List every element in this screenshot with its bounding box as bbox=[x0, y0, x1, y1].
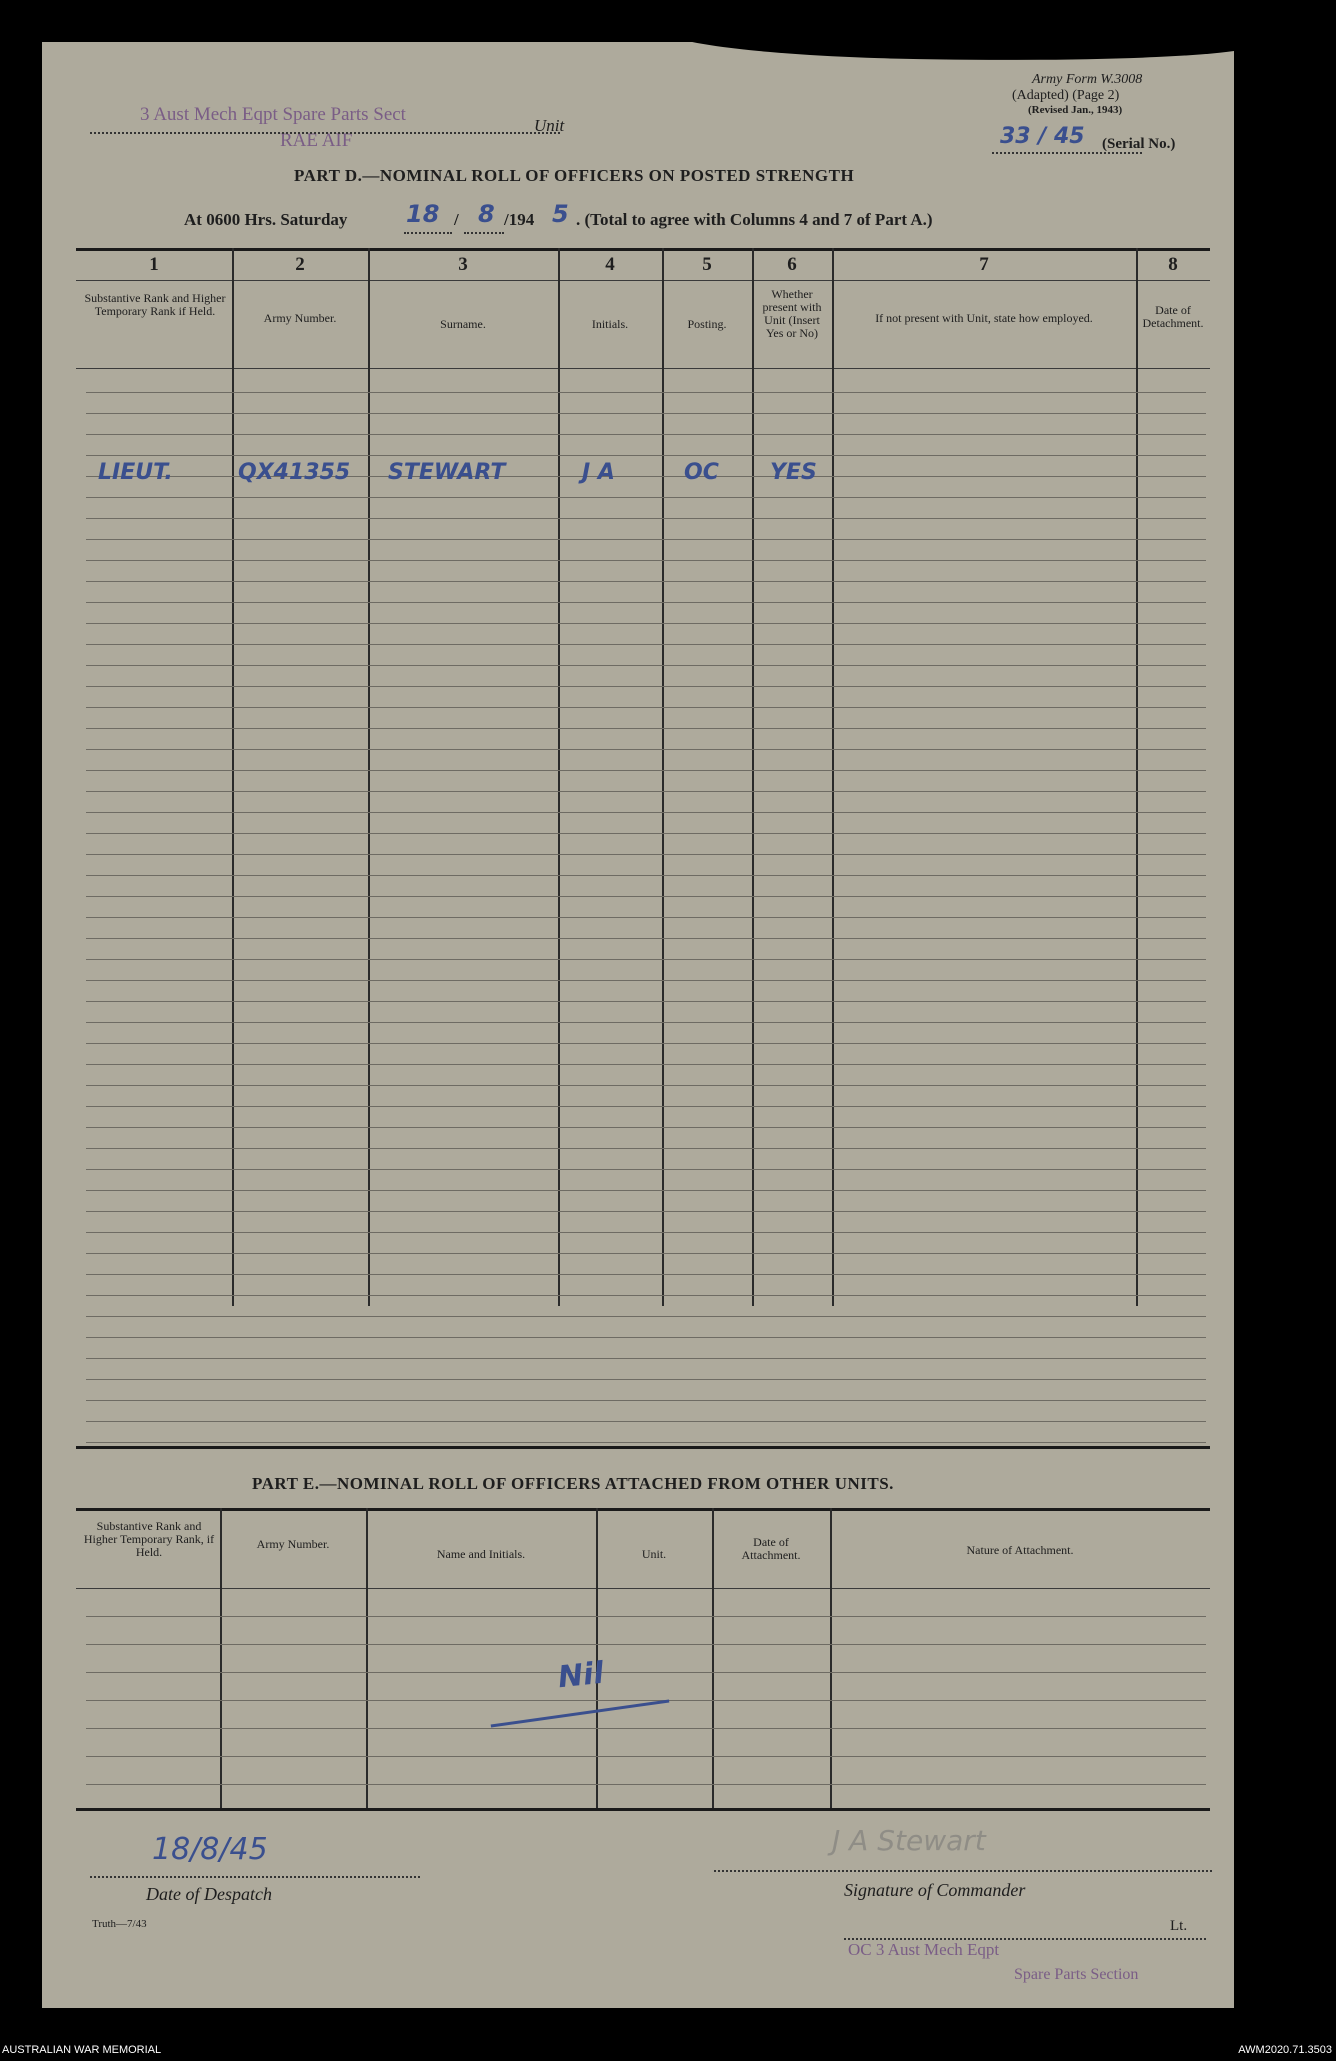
ruled-line bbox=[86, 1043, 1206, 1044]
date-year-digit: 5 bbox=[552, 200, 569, 228]
ruled-line bbox=[86, 1190, 1206, 1191]
unit-stamp-line2: RAE AIF bbox=[280, 130, 353, 151]
ruled-line bbox=[86, 1400, 1206, 1401]
ruled-line bbox=[86, 833, 1206, 834]
col-head-army-number: Army Number. bbox=[263, 311, 337, 325]
commander-stamp: OC 3 Aust Mech Eqpt bbox=[848, 1940, 1000, 1959]
ruled-line bbox=[86, 1064, 1206, 1065]
despatch-label: Date of Despatch bbox=[146, 1884, 272, 1904]
date-slash: / bbox=[454, 210, 459, 229]
ruled-line bbox=[86, 1106, 1206, 1107]
part-e-col-divider bbox=[712, 1508, 714, 1808]
ruled-line bbox=[86, 1756, 1206, 1757]
unit-dotline bbox=[90, 132, 560, 134]
ruled-line bbox=[86, 581, 1206, 582]
ruled-line bbox=[86, 1672, 1206, 1673]
ruled-line bbox=[86, 1211, 1206, 1212]
ruled-line bbox=[86, 1001, 1206, 1002]
ruled-line bbox=[86, 1644, 1206, 1645]
ruled-line bbox=[86, 602, 1206, 603]
part-e-title: PART E.—NOMINAL ROLL OF OFFICERS ATTACHED FROM OTHER UNITS. bbox=[252, 1474, 894, 1493]
ruled-line bbox=[86, 896, 1206, 897]
ruled-line bbox=[86, 854, 1206, 855]
ruled-line bbox=[86, 1616, 1206, 1617]
ruled-line bbox=[86, 560, 1206, 561]
part-e-head-nature: Nature of Attachment. bbox=[966, 1543, 1074, 1557]
part-e-col-divider bbox=[220, 1508, 222, 1808]
ruled-line bbox=[86, 644, 1206, 645]
ruled-line bbox=[86, 980, 1206, 981]
col-head-employed: If not present with Unit, state how employed. bbox=[875, 311, 1093, 325]
archive-credit-bar bbox=[0, 2040, 1336, 2061]
commander-signature: J A Stewart bbox=[832, 1824, 986, 1857]
entry-surname: STEWART bbox=[388, 460, 506, 485]
unit-label: Unit bbox=[534, 116, 565, 135]
army-form-label: Army Form W.3008 bbox=[1032, 72, 1143, 87]
credit-left: AUSTRALIAN WAR MEMORIAL bbox=[2, 2044, 162, 2056]
ruled-line bbox=[86, 497, 1206, 498]
serial-number-value: 33 / 45 bbox=[1000, 124, 1085, 149]
ruled-line bbox=[86, 1232, 1206, 1233]
part-e-head-rank: Substantive Rank and Higher Temporary Rank, if Held. bbox=[83, 1519, 215, 1559]
col-head-detachment: Date of Detachment. bbox=[1142, 303, 1204, 330]
ruled-line bbox=[86, 539, 1206, 540]
part-e-head-army-number: Army Number. bbox=[256, 1537, 330, 1551]
part-d-bottom-rule bbox=[76, 1446, 1210, 1449]
col-num-3: 3 bbox=[458, 254, 468, 275]
entry-posting: OC bbox=[684, 460, 719, 485]
ruled-line bbox=[86, 686, 1206, 687]
commander-stamp-line2: Spare Parts Section bbox=[1014, 1966, 1139, 1983]
ruled-line bbox=[86, 938, 1206, 939]
ruled-line bbox=[86, 749, 1206, 750]
unit-stamp: 3 Aust Mech Eqpt Spare Parts Sect bbox=[140, 104, 406, 125]
ruled-line bbox=[86, 623, 1206, 624]
ruled-line bbox=[86, 1379, 1206, 1380]
col-num-5: 5 bbox=[702, 254, 712, 275]
date-month-dotline bbox=[464, 232, 504, 234]
ruled-line bbox=[86, 1337, 1206, 1338]
part-e-head-unit: Unit. bbox=[641, 1547, 667, 1561]
ruled-line bbox=[86, 875, 1206, 876]
entry-present: YES bbox=[770, 460, 817, 485]
signature-label: Signature of Commander bbox=[844, 1880, 1026, 1900]
col-num-2: 2 bbox=[295, 254, 305, 275]
form-sheet bbox=[42, 42, 1234, 2008]
ruled-line bbox=[86, 812, 1206, 813]
col-head-rank: Substantive Rank and Higher Temporary Rank if Held. bbox=[84, 291, 226, 318]
ruled-line bbox=[86, 728, 1206, 729]
part-e-head-date: Date of Attachment. bbox=[741, 1535, 801, 1562]
despatch-date-value: 18/8/45 bbox=[152, 1832, 268, 1867]
signature-dotline bbox=[714, 1870, 1212, 1872]
entry-army-number: QX41355 bbox=[238, 460, 351, 485]
torn-edge bbox=[662, 42, 1234, 66]
col-num-8: 8 bbox=[1168, 254, 1178, 275]
col-head-present: Whether present with Unit (Insert Yes or No) bbox=[762, 287, 822, 340]
col-num-6: 6 bbox=[787, 254, 797, 275]
ruled-line bbox=[86, 770, 1206, 771]
col-num-1: 1 bbox=[149, 254, 159, 275]
part-e-bottom-rule bbox=[76, 1808, 1210, 1811]
ruled-line bbox=[86, 1358, 1206, 1359]
ruled-line bbox=[86, 413, 1206, 414]
ruled-line bbox=[86, 791, 1206, 792]
part-e-header-rule bbox=[76, 1588, 1210, 1589]
entry-initials: J A bbox=[582, 460, 615, 485]
part-e-top-rule bbox=[76, 1508, 1210, 1511]
ruled-line bbox=[86, 1442, 1206, 1443]
ruled-line bbox=[86, 1700, 1206, 1701]
ruled-line bbox=[86, 434, 1206, 435]
date-day-value: 18 bbox=[406, 200, 440, 228]
ruled-line bbox=[86, 455, 1206, 456]
despatch-dotline bbox=[90, 1876, 420, 1878]
ruled-line bbox=[86, 1421, 1206, 1422]
part-d-top-rule bbox=[76, 248, 1210, 251]
ruled-line bbox=[86, 707, 1206, 708]
ruled-line bbox=[86, 1085, 1206, 1086]
date-month-value: 8 bbox=[478, 200, 495, 228]
date-year-prefix: /194 bbox=[504, 210, 535, 229]
part-e-head-name: Name and Initials. bbox=[436, 1547, 526, 1561]
ruled-line bbox=[86, 1022, 1206, 1023]
part-d-header-rule bbox=[76, 368, 1210, 369]
ruled-line bbox=[86, 1169, 1206, 1170]
date-prefix: At 0600 Hrs. Saturday bbox=[184, 210, 348, 229]
nil-underline bbox=[491, 1699, 670, 1727]
ruled-line bbox=[86, 917, 1206, 918]
nil-entry: Nil bbox=[556, 1655, 606, 1696]
ruled-line bbox=[86, 1127, 1206, 1128]
credit-right: AWM2020.71.3503 bbox=[1238, 2044, 1332, 2056]
ruled-line bbox=[86, 392, 1206, 393]
col-num-4: 4 bbox=[605, 254, 615, 275]
col-head-initials: Initials. bbox=[591, 317, 629, 331]
revised-label: (Revised Jan., 1943) bbox=[1028, 104, 1123, 116]
ruled-line bbox=[86, 665, 1206, 666]
entry-rank: LIEUT. bbox=[98, 460, 173, 485]
part-d-title: PART D.—NOMINAL ROLL OF OFFICERS ON POSTED STRENGTH bbox=[294, 166, 855, 185]
ruled-line bbox=[86, 1253, 1206, 1254]
ruled-line bbox=[86, 1295, 1206, 1296]
date-suffix: . (Total to agree with Columns 4 and 7 of Part A.) bbox=[576, 210, 933, 229]
date-day-dotline bbox=[404, 232, 452, 234]
col-head-posting: Posting. bbox=[687, 317, 727, 331]
rank-suffix: Lt. bbox=[1170, 1918, 1188, 1934]
ruled-line bbox=[86, 1274, 1206, 1275]
ruled-line bbox=[86, 1784, 1206, 1785]
ruled-line bbox=[86, 959, 1206, 960]
adapted-label: (Adapted) (Page 2) bbox=[1012, 88, 1120, 103]
serial-label: (Serial No.) bbox=[1102, 136, 1176, 152]
ruled-line bbox=[86, 1728, 1206, 1729]
ruled-line bbox=[86, 1316, 1206, 1317]
printer-mark: Truth—7/43 bbox=[92, 1918, 147, 1930]
part-d-colnum-rule bbox=[76, 280, 1210, 281]
col-num-7: 7 bbox=[979, 254, 989, 275]
col-head-surname: Surname. bbox=[440, 317, 486, 331]
ruled-line bbox=[86, 1148, 1206, 1149]
ruled-line bbox=[86, 518, 1206, 519]
